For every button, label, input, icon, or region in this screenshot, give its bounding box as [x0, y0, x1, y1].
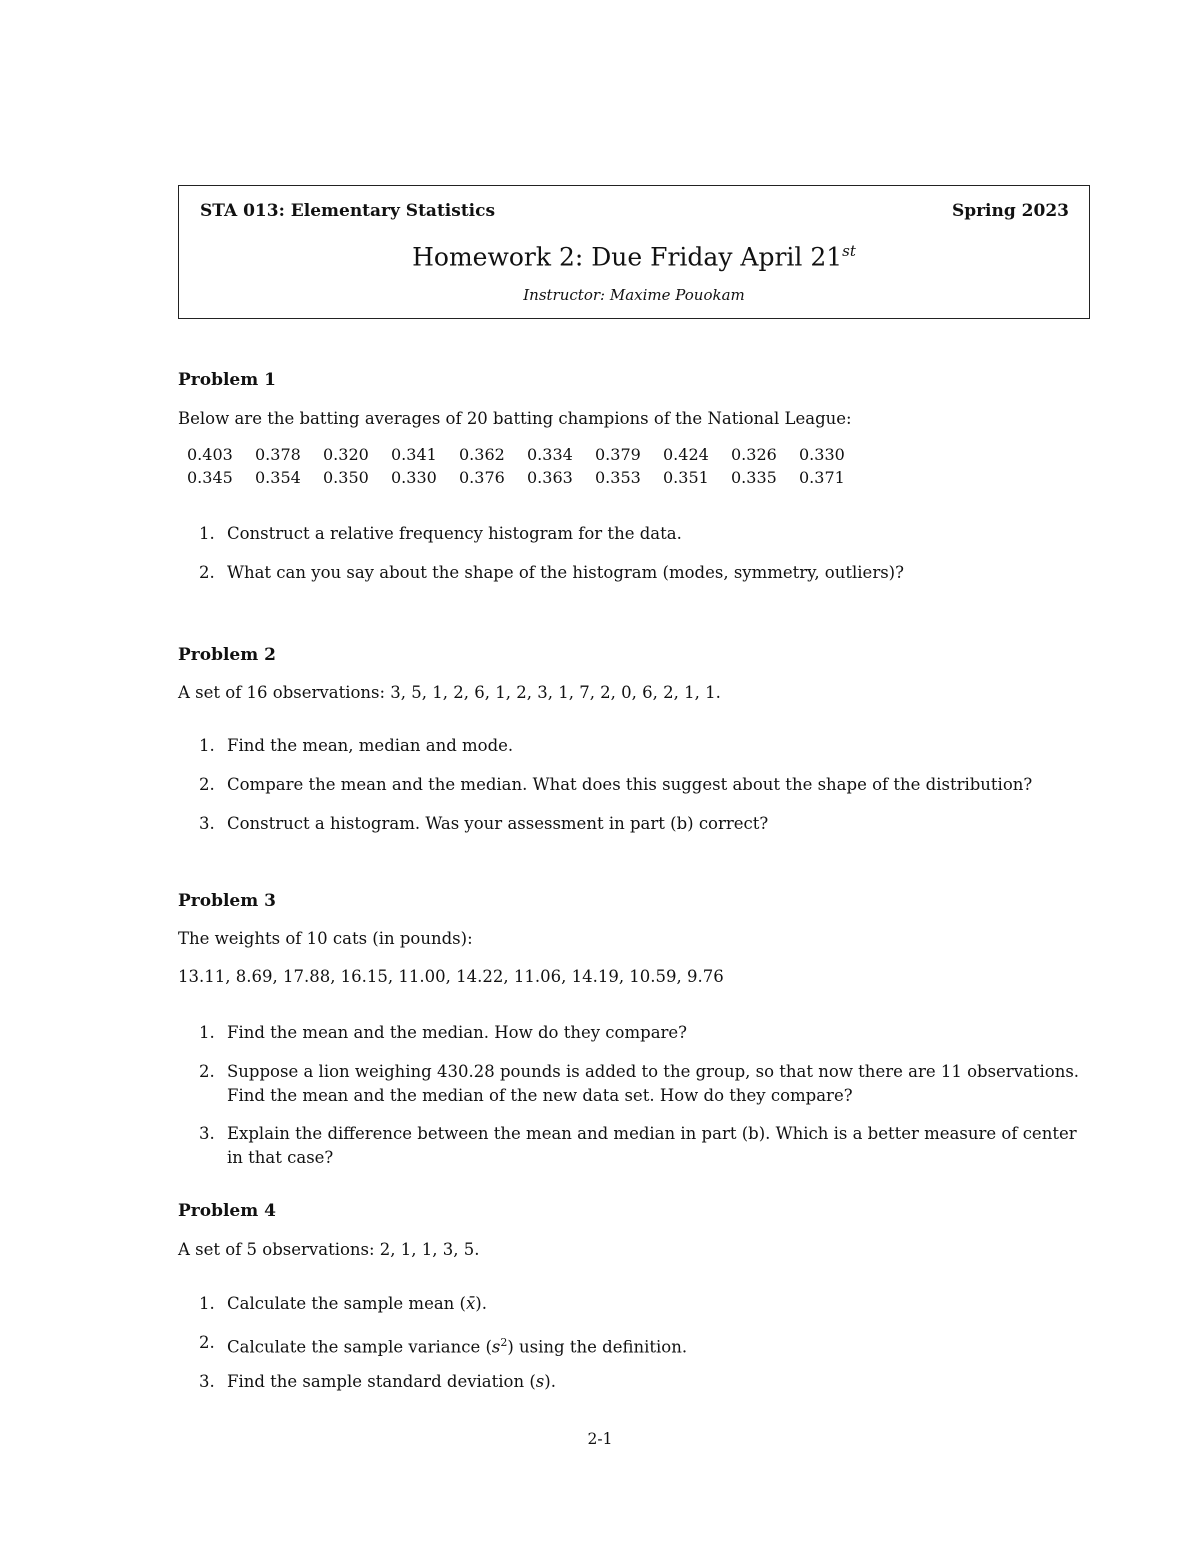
math-s: s [491, 1337, 501, 1357]
item-text: What can you say about the shape of the histogram (modes, symmetry, outliers)? [227, 563, 904, 582]
item-number: 1. [199, 524, 215, 543]
problem-2-item-3 [199, 812, 1099, 836]
item-number: 1. [199, 1023, 215, 1042]
math-xbar: x̄ [465, 1294, 476, 1313]
item-number: 2. [199, 563, 215, 582]
header-box [178, 185, 1090, 319]
item-text-pre: Calculate the sample mean ( [227, 1294, 466, 1313]
data-cell: 0.362 [459, 445, 505, 464]
item-text: Find the mean, median and mode. [227, 736, 514, 755]
data-cell: 0.341 [391, 445, 437, 464]
item-number: 2. [199, 1333, 215, 1352]
data-cell: 0.350 [323, 468, 369, 487]
data-cell: 0.351 [663, 468, 709, 487]
item-text-post: ). [475, 1294, 487, 1313]
item-number: 1. [199, 1294, 215, 1313]
problem-4-item-1 [199, 1292, 1099, 1316]
problem-2-item-1 [199, 734, 1099, 758]
item-text: Compare the mean and the median. What does this suggest about the shape of the distribution? [227, 775, 1033, 794]
data-cell: 0.363 [527, 468, 573, 487]
math-s: s [535, 1372, 545, 1391]
page-number: 2-1 [587, 1430, 613, 1448]
problem-4-title: Problem 4 [178, 1201, 276, 1221]
item-text: Find the mean and the median. How do they compare? [227, 1023, 688, 1042]
item-text-pre: Calculate the sample variance ( [227, 1337, 492, 1357]
item-text-line-2: in that case? [227, 1148, 334, 1167]
problem-3-item-1 [199, 1021, 1099, 1045]
problem-3-item-2 [199, 1060, 1099, 1108]
item-text [227, 1292, 1099, 1316]
item-number: 2. [199, 1062, 215, 1081]
data-cell: 0.403 [187, 445, 233, 464]
homework-title-suffix: st [842, 242, 856, 260]
data-cell: 0.354 [255, 468, 301, 487]
data-cell: 0.335 [731, 468, 777, 487]
problem-3-item-3 [199, 1122, 1099, 1170]
item-text-line-1: Explain the difference between the mean and median in part (b). Which is a better measure of center [227, 1124, 1077, 1143]
data-cell: 0.378 [255, 445, 301, 464]
problem-1-title: Problem 1 [178, 370, 276, 390]
problem-4-item-2 [199, 1331, 1099, 1360]
problem-1-data-table [187, 445, 867, 487]
problem-4-intro: A set of 5 observations: 2, 1, 1, 3, 5. [178, 1240, 480, 1259]
item-text [227, 1331, 1099, 1360]
data-cell: 0.379 [595, 445, 641, 464]
item-number: 3. [199, 1372, 215, 1391]
problem-1-item-2 [199, 561, 1099, 585]
data-cell: 0.353 [595, 468, 641, 487]
data-cell: 0.334 [527, 445, 573, 464]
data-cell: 0.330 [391, 468, 437, 487]
item-text-post: ). [544, 1372, 556, 1391]
course-title: STA 013: Elementary Statistics [200, 201, 496, 221]
problem-2-title: Problem 2 [178, 645, 276, 665]
term-label: Spring 2023 [951, 201, 1069, 221]
data-cell: 0.345 [187, 468, 233, 487]
instructor-line: Instructor: Maxime Pouokam [523, 286, 745, 304]
data-cell: 0.376 [459, 468, 505, 487]
problem-3-data: 13.11, 8.69, 17.88, 16.15, 11.00, 14.22, 11.06, 14.19, 10.59, 9.76 [178, 967, 724, 986]
homework-title-text: Homework 2: Due Friday April 21 [412, 242, 843, 272]
item-number: 3. [199, 814, 215, 833]
item-text: Construct a relative frequency histogram for the data. [227, 524, 682, 543]
item-text-line-1: Suppose a lion weighing 430.28 pounds is added to the group, so that now there are 11 observations. [227, 1062, 1080, 1081]
problem-2-intro: A set of 16 observations: 3, 5, 1, 2, 6, 1, 2, 3, 1, 7, 2, 0, 6, 2, 1, 1. [178, 683, 721, 702]
problem-1-intro: Below are the batting averages of 20 batting champions of the National League: [178, 409, 852, 428]
item-text-post: ) using the definition. [507, 1337, 688, 1357]
problem-3-title: Problem 3 [178, 891, 276, 911]
data-cell: 0.326 [731, 445, 777, 464]
item-text-pre: Find the sample standard deviation ( [227, 1372, 536, 1391]
math-exponent: 2 [500, 1336, 508, 1349]
problem-3-intro: The weights of 10 cats (in pounds): [178, 929, 473, 948]
item-text [227, 1370, 1099, 1394]
data-cell: 0.330 [799, 445, 845, 464]
problem-4-item-3 [199, 1370, 1099, 1394]
data-cell: 0.320 [323, 445, 369, 464]
homework-title [179, 242, 1089, 271]
item-number: 2. [199, 775, 215, 794]
data-cell: 0.371 [799, 468, 845, 487]
item-text-line-2: Find the mean and the median of the new data set. How do they compare? [227, 1086, 853, 1105]
problem-2-item-2 [199, 773, 1099, 797]
item-text: Construct a histogram. Was your assessment in part (b) correct? [227, 814, 769, 833]
item-number: 3. [199, 1124, 215, 1143]
data-cell: 0.424 [663, 445, 709, 464]
problem-1-item-1 [199, 522, 1099, 546]
item-number: 1. [199, 736, 215, 755]
